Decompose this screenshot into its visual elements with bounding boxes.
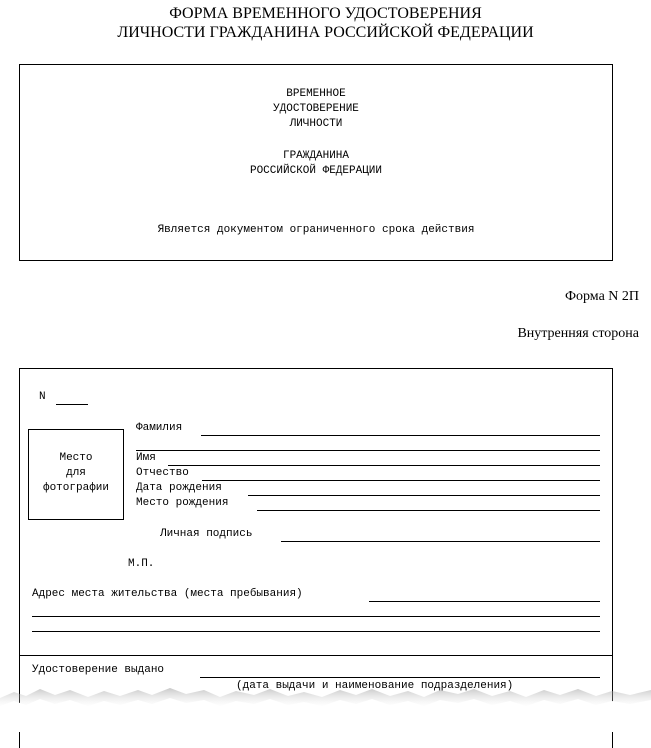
signature-label: Личная подпись [160,528,253,540]
surname-label: Фамилия [136,422,183,434]
issued-hint: (дата выдачи и наименование подразделения) [236,680,514,692]
address-field-line-2[interactable] [32,616,600,617]
birth-place-label: Место рождения [136,497,229,509]
photo-label-line-2: для [66,467,86,479]
torn-edge-graphic [0,680,651,732]
address-field-line-3[interactable] [32,631,600,632]
address-label: Адрес места жительства (места пребывания) [32,588,303,600]
cover-line-federation: РОССИЙСКОЙ ФЕДЕРАЦИИ [249,165,383,177]
name-field[interactable] [168,465,600,466]
document-title-line-2: ЛИЧНОСТИ ГРАЖДАНИНА РОССИЙСКОЙ ФЕДЕРАЦИИ [117,24,534,41]
signature-field[interactable] [281,541,600,542]
issued-field[interactable] [200,677,600,678]
issued-label: Удостоверение выдано [32,664,165,676]
patronymic-label: Отчество [136,467,189,479]
inner-side-label: Внутренняя сторона [517,326,639,341]
name-label: Имя [136,452,156,464]
cover-validity-note: Является документом ограниченного срока действия [157,224,475,236]
cover-line-citizen: ГРАЖДАНИНА [282,150,349,162]
patronymic-field[interactable] [202,480,600,481]
section-divider [20,655,613,656]
number-label: N [39,391,46,403]
photo-label-line-1: Место [59,452,93,464]
birth-date-field[interactable] [248,495,600,496]
cover-side-box [19,64,613,261]
document-title-line-1: ФОРМА ВРЕМЕННОГО УДОСТОВЕРЕНИЯ [169,5,482,22]
stamp-label: М.П. [128,558,155,570]
number-field[interactable] [56,404,88,405]
form-number-label: Форма N 2П [564,289,639,304]
cover-line-certificate: УДОСТОВЕРЕНИЕ [273,103,359,115]
photo-placeholder [28,429,124,520]
surname-field[interactable] [201,435,600,436]
cover-line-identity: ЛИЧНОСТИ [289,118,343,130]
birth-date-label: Дата рождения [136,482,222,494]
photo-label-line-3: фотографии [42,482,109,494]
birth-place-field[interactable] [257,510,600,511]
cover-line-temporary: ВРЕМЕННОЕ [286,88,346,100]
surname-field-extra[interactable] [136,450,600,451]
address-field[interactable] [369,601,600,602]
